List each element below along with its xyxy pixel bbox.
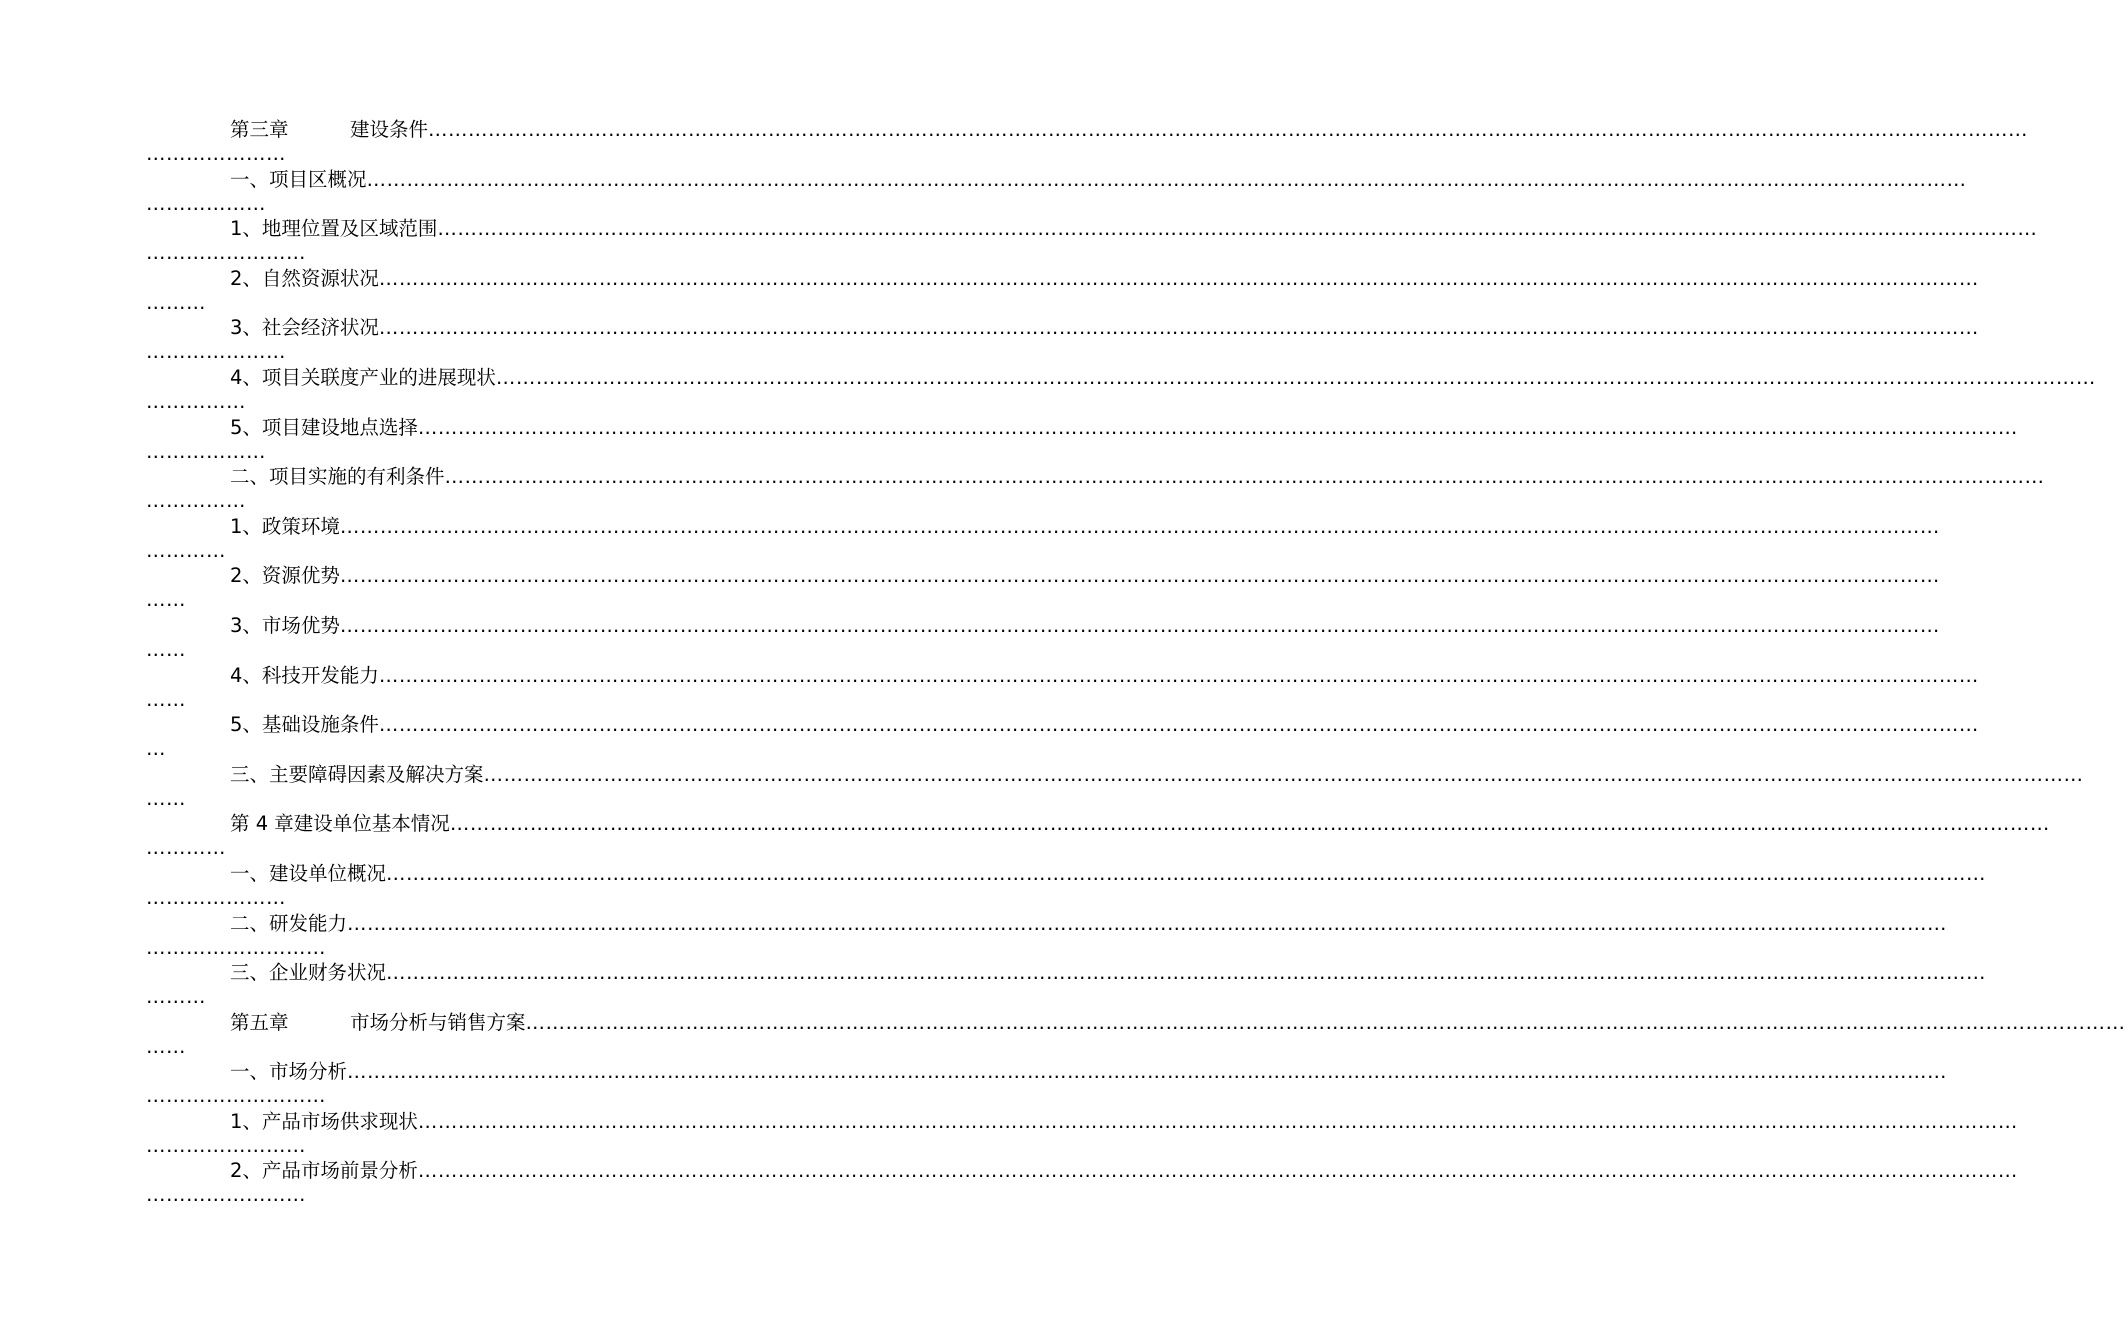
toc-entry-title (146, 465, 445, 489)
toc-entry-text: 一、项目区概况 (230, 167, 367, 191)
toc-dot-leader: …………………………………………………………………………………………………………………………………………………………………………………………………………………… (347, 911, 1948, 935)
toc-entry-title (146, 862, 386, 886)
toc-entry-line (146, 961, 1987, 985)
toc-entry-text: 第 4 章建设单位基本情况 (230, 812, 450, 836)
toc-dot-leader: …………………………………………………………………………………………………………………………………………………………………………………………………………………… (525, 1010, 2126, 1034)
toc-dot-leader: …………………………………………………………………………………………………………………………………………………………………………………………………………………… (386, 861, 1987, 885)
toc-entry-text: 三、主要障碍因素及解决方案 (230, 762, 484, 786)
toc-entry[interactable] (146, 911, 1948, 962)
toc-entry[interactable] (146, 167, 1967, 218)
toc-entry[interactable] (146, 1010, 2126, 1061)
toc-entry[interactable] (146, 861, 1987, 912)
toc-entry-title (146, 1060, 347, 1084)
toc-entry[interactable] (146, 316, 1979, 366)
toc-dot-leader: …………………………………………………………………………………………………………………………………………………………………………………………………………………… (339, 514, 1940, 538)
toc-entry-line (146, 465, 2045, 489)
toc-dot-leader: …………………………………………………………………………………………………………………………………………………………………………………………………………………… (483, 762, 2084, 786)
toc-dot-leader: …………………………………………………………………………………………………………………………………………………………………………………………………………………… (347, 1060, 1948, 1084)
toc-entry-text: 建设条件 (350, 118, 429, 141)
toc-entry-line (146, 266, 1979, 291)
toc-entry-text: 1、产品市场供求现状 (230, 1109, 418, 1133)
toc-entry[interactable] (146, 266, 1979, 317)
toc-entry-text: 2、资源优势 (230, 564, 340, 588)
toc-dot-leader: …………………………………………………………………………………………………………………………………………………………………………………………………………………… (444, 465, 2045, 489)
toc-entry-text: 4、项目关联度产业的进展现状 (230, 365, 496, 389)
toc-entry-line (146, 118, 2029, 142)
toc-entry[interactable] (146, 514, 1940, 565)
toc-entry-title (146, 664, 379, 688)
toc-entry-text: 二、项目实施的有利条件 (230, 465, 445, 489)
toc-entry-text: 1、政策环境 (230, 514, 340, 538)
toc-entry-line (146, 713, 1979, 737)
toc-dot-leader: …………………………………………………………………………………………………………………………………………………………………………………………………………………… (428, 118, 2029, 141)
toc-dot-leader-continuation: … (146, 737, 166, 761)
toc-entry-text: 1、地理位置及区域范围 (230, 217, 438, 241)
toc-entry-title (146, 812, 450, 836)
toc-entry-line (146, 217, 2038, 241)
toc-dot-leader: …………………………………………………………………………………………………………………………………………………………………………………………………………………… (495, 365, 2096, 389)
toc-dot-leader-continuation: ………… (146, 836, 226, 860)
toc-chapter-number: 第三章 (230, 118, 289, 141)
toc-dot-leader: …………………………………………………………………………………………………………………………………………………………………………………………………………………… (449, 812, 2050, 836)
toc-entry-title (146, 267, 379, 291)
toc-dot-leader-continuation: ……………… (146, 439, 266, 463)
toc-dot-leader-continuation: ……… (146, 290, 206, 314)
toc-entry-title (146, 316, 379, 340)
toc-entry-line (146, 1109, 2018, 1134)
toc-entry-title (146, 614, 340, 638)
toc-entry[interactable] (146, 564, 1940, 614)
toc-entry-text: 三、企业财务状况 (230, 961, 387, 985)
toc-entry-title (146, 1110, 418, 1134)
toc-entry-title (146, 1159, 418, 1183)
toc-entry-line (146, 613, 1940, 638)
toc-entry[interactable] (146, 613, 1940, 664)
toc-entry-title (146, 713, 379, 737)
toc-dot-leader-continuation: ………… (146, 538, 226, 562)
toc-dot-leader: …………………………………………………………………………………………………………………………………………………………………………………………………………………… (378, 713, 1979, 737)
toc-dot-leader-continuation: …………………… (146, 241, 306, 265)
toc-entry-line (146, 663, 1979, 688)
toc-entry[interactable] (146, 762, 2084, 813)
toc-dot-leader: …………………………………………………………………………………………………………………………………………………………………………………………………………………… (386, 961, 1987, 985)
toc-entry-title (146, 366, 496, 390)
toc-entry[interactable] (146, 1060, 1948, 1110)
toc-chapter-number: 第五章 (230, 1010, 289, 1034)
toc-entry-title (146, 1011, 526, 1035)
toc-entry-title (146, 217, 437, 241)
toc-dot-leader-continuation: …………………… (146, 1133, 306, 1157)
toc-entry-line (146, 861, 1987, 886)
toc-entry-title (146, 515, 340, 539)
toc-entry[interactable] (146, 365, 2096, 416)
toc-dot-leader-continuation: …… (146, 588, 186, 612)
toc-entry-text: 5、基础设施条件 (230, 713, 379, 737)
toc-entry-text: 3、市场优势 (230, 613, 340, 637)
toc-dot-leader: …………………………………………………………………………………………………………………………………………………………………………………………………………………… (437, 217, 2038, 241)
toc-entry[interactable] (146, 961, 1987, 1011)
toc-entry-line (146, 365, 2096, 390)
toc-entry-text: 一、建设单位概况 (230, 861, 387, 885)
toc-dot-leader: …………………………………………………………………………………………………………………………………………………………………………………………………………………… (417, 415, 2018, 439)
toc-entry-line (146, 911, 1948, 936)
toc-entry[interactable] (146, 465, 2045, 515)
toc-dot-leader-continuation: ……………… (146, 191, 266, 215)
toc-entry-text: 3、社会经济状况 (230, 316, 379, 340)
toc-dot-leader: …………………………………………………………………………………………………………………………………………………………………………………………………………………… (339, 613, 1940, 637)
toc-dot-leader-continuation: …… (146, 1034, 186, 1058)
toc-entry-text: 4、科技开发能力 (230, 663, 379, 687)
toc-dot-leader-continuation: ……… (146, 985, 206, 1009)
toc-entry[interactable] (146, 118, 2029, 168)
toc-dot-leader-continuation: ………………… (146, 340, 286, 364)
toc-dot-leader: …………………………………………………………………………………………………………………………………………………………………………………………………………………… (378, 316, 1979, 340)
toc-entry[interactable] (146, 713, 1979, 763)
toc-entry-text: 市场分析与销售方案 (350, 1010, 526, 1034)
toc-entry[interactable] (146, 1159, 2018, 1209)
toc-dot-leader-continuation: …… (146, 687, 186, 711)
toc-dot-leader-continuation: …………… (146, 389, 246, 413)
table-of-contents (146, 118, 2126, 1209)
toc-entry-title (146, 564, 340, 588)
toc-entry-line (146, 415, 2018, 440)
toc-dot-leader: …………………………………………………………………………………………………………………………………………………………………………………………………………………… (366, 167, 1967, 191)
toc-dot-leader: …………………………………………………………………………………………………………………………………………………………………………………………………………………… (378, 266, 1979, 290)
toc-dot-leader-continuation: ………………… (146, 885, 286, 909)
toc-entry[interactable] (146, 1109, 2018, 1160)
toc-dot-leader: …………………………………………………………………………………………………………………………………………………………………………………………………………………… (378, 663, 1979, 687)
toc-dot-leader: …………………………………………………………………………………………………………………………………………………………………………………………………………………… (417, 1109, 2018, 1133)
toc-entry-line (146, 762, 2084, 787)
toc-entry-line (146, 316, 1979, 340)
toc-entry[interactable] (146, 812, 2050, 862)
toc-entry-text: 2、自然资源状况 (230, 266, 379, 290)
toc-entry[interactable] (146, 217, 2038, 267)
toc-entry-line (146, 1060, 1948, 1084)
toc-dot-leader-continuation: …………………… (146, 1183, 306, 1207)
toc-entry-line (146, 1010, 2126, 1035)
toc-entry-line (146, 167, 1967, 192)
toc-entry[interactable] (146, 415, 2018, 466)
toc-entry-title (146, 416, 418, 440)
toc-entry-line (146, 812, 2050, 836)
toc-entry-title (146, 961, 386, 985)
toc-entry-text: 5、项目建设地点选择 (230, 415, 418, 439)
toc-dot-leader-continuation: ………………… (146, 142, 286, 165)
toc-dot-leader-continuation: …… (146, 637, 186, 661)
toc-dot-leader-continuation: ……………………… (146, 935, 326, 959)
toc-dot-leader: …………………………………………………………………………………………………………………………………………………………………………………………………………………… (417, 1159, 2018, 1183)
toc-dot-leader-continuation: …………… (146, 489, 246, 513)
toc-entry[interactable] (146, 663, 1979, 714)
toc-entry-line (146, 1159, 2018, 1183)
toc-dot-leader-continuation: ……………………… (146, 1084, 326, 1108)
toc-entry-title (146, 912, 347, 936)
toc-dot-leader: …………………………………………………………………………………………………………………………………………………………………………………………………………………… (339, 564, 1940, 588)
toc-entry-text: 一、市场分析 (230, 1060, 348, 1084)
toc-entry-text: 二、研发能力 (230, 911, 348, 935)
toc-entry-line (146, 514, 1940, 539)
toc-entry-text: 2、产品市场前景分析 (230, 1159, 418, 1183)
toc-entry-title (146, 118, 428, 142)
toc-entry-title (146, 168, 367, 192)
toc-entry-line (146, 564, 1940, 588)
toc-dot-leader-continuation: …… (146, 786, 186, 810)
toc-entry-title (146, 763, 484, 787)
